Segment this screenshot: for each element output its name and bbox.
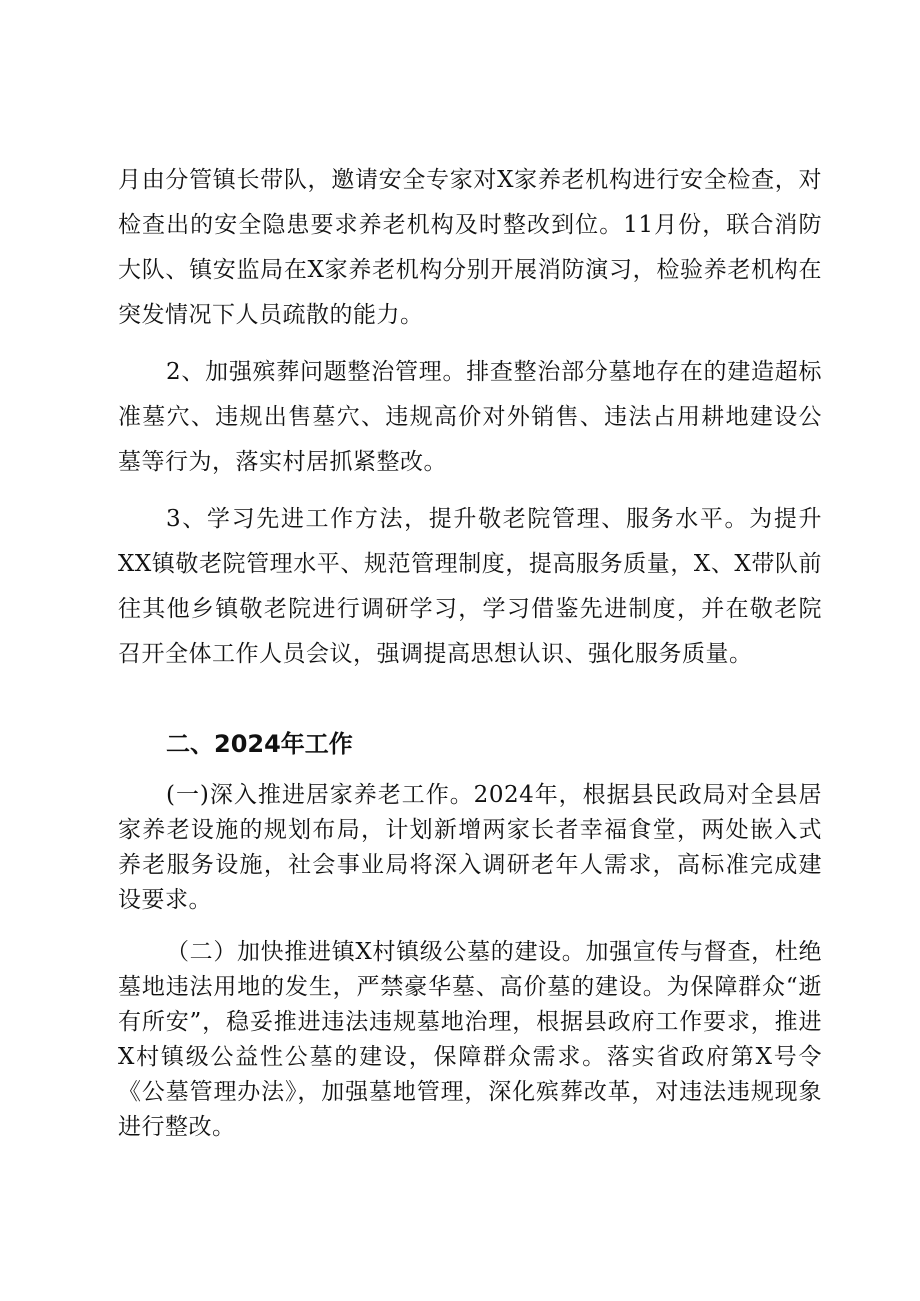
paragraph-public-cemetery-construction: （二）加快推进镇X村镇级公墓的建设。加强宣传与督查，杜绝墓地违法用地的发生，严禁豪华墓、高价墓的建设。为保障群众“逝有所安”，稳妥推进违法违规墓地治理，根据县政府工作要求，推进X村镇级公益性公墓的建设，保障群众需求。落实省政府第X号令《公墓管理办法》，加强墓地管理，深化殡葬改革，对违法违规现象进行整改。 [118,939,822,1140]
paragraph-funeral-rectification: 2、加强殡葬问题整治管理。排查整治部分墓地存在的建造超标准墓穴、违规出售墓穴、违规高价对外销售、违法占用耕地建设公墓等行为，落实村居抓紧整改。 [118,359,822,475]
paragraph-home-elderly-care: (一)深入推进居家养老工作。2024年，根据县民政局对全县居家养老设施的规划布局，计划新增两家长者幸福食堂，两处嵌入式养老服务设施，社会事业局将深入调研老年人需求，高标准完成建设要求。 [118,782,822,913]
section-heading-2024-work: 二、2024年工作 [166,730,353,758]
paragraph-fire-safety-inspection: 月由分管镇长带队，邀请安全专家对X家养老机构进行安全检查，对检查出的安全隐患要求养老机构及时整改到位。11月份，联合消防大队、镇安监局在X家养老机构分别开展消防演习，检验养老机构在突发情况下人员疏散的能力。 [118,167,822,328]
paragraph-nursing-home-learning: 3、学习先进工作方法，提升敬老院管理、服务水平。为提升XX镇敬老院管理水平、规范管理制度，提高服务质量，X、X带队前往其他乡镇敬老院进行调研学习，学习借鉴先进制度，并在敬老院召开全体工作人员会议，强调提高思想认识、强化服务质量。 [118,506,822,667]
